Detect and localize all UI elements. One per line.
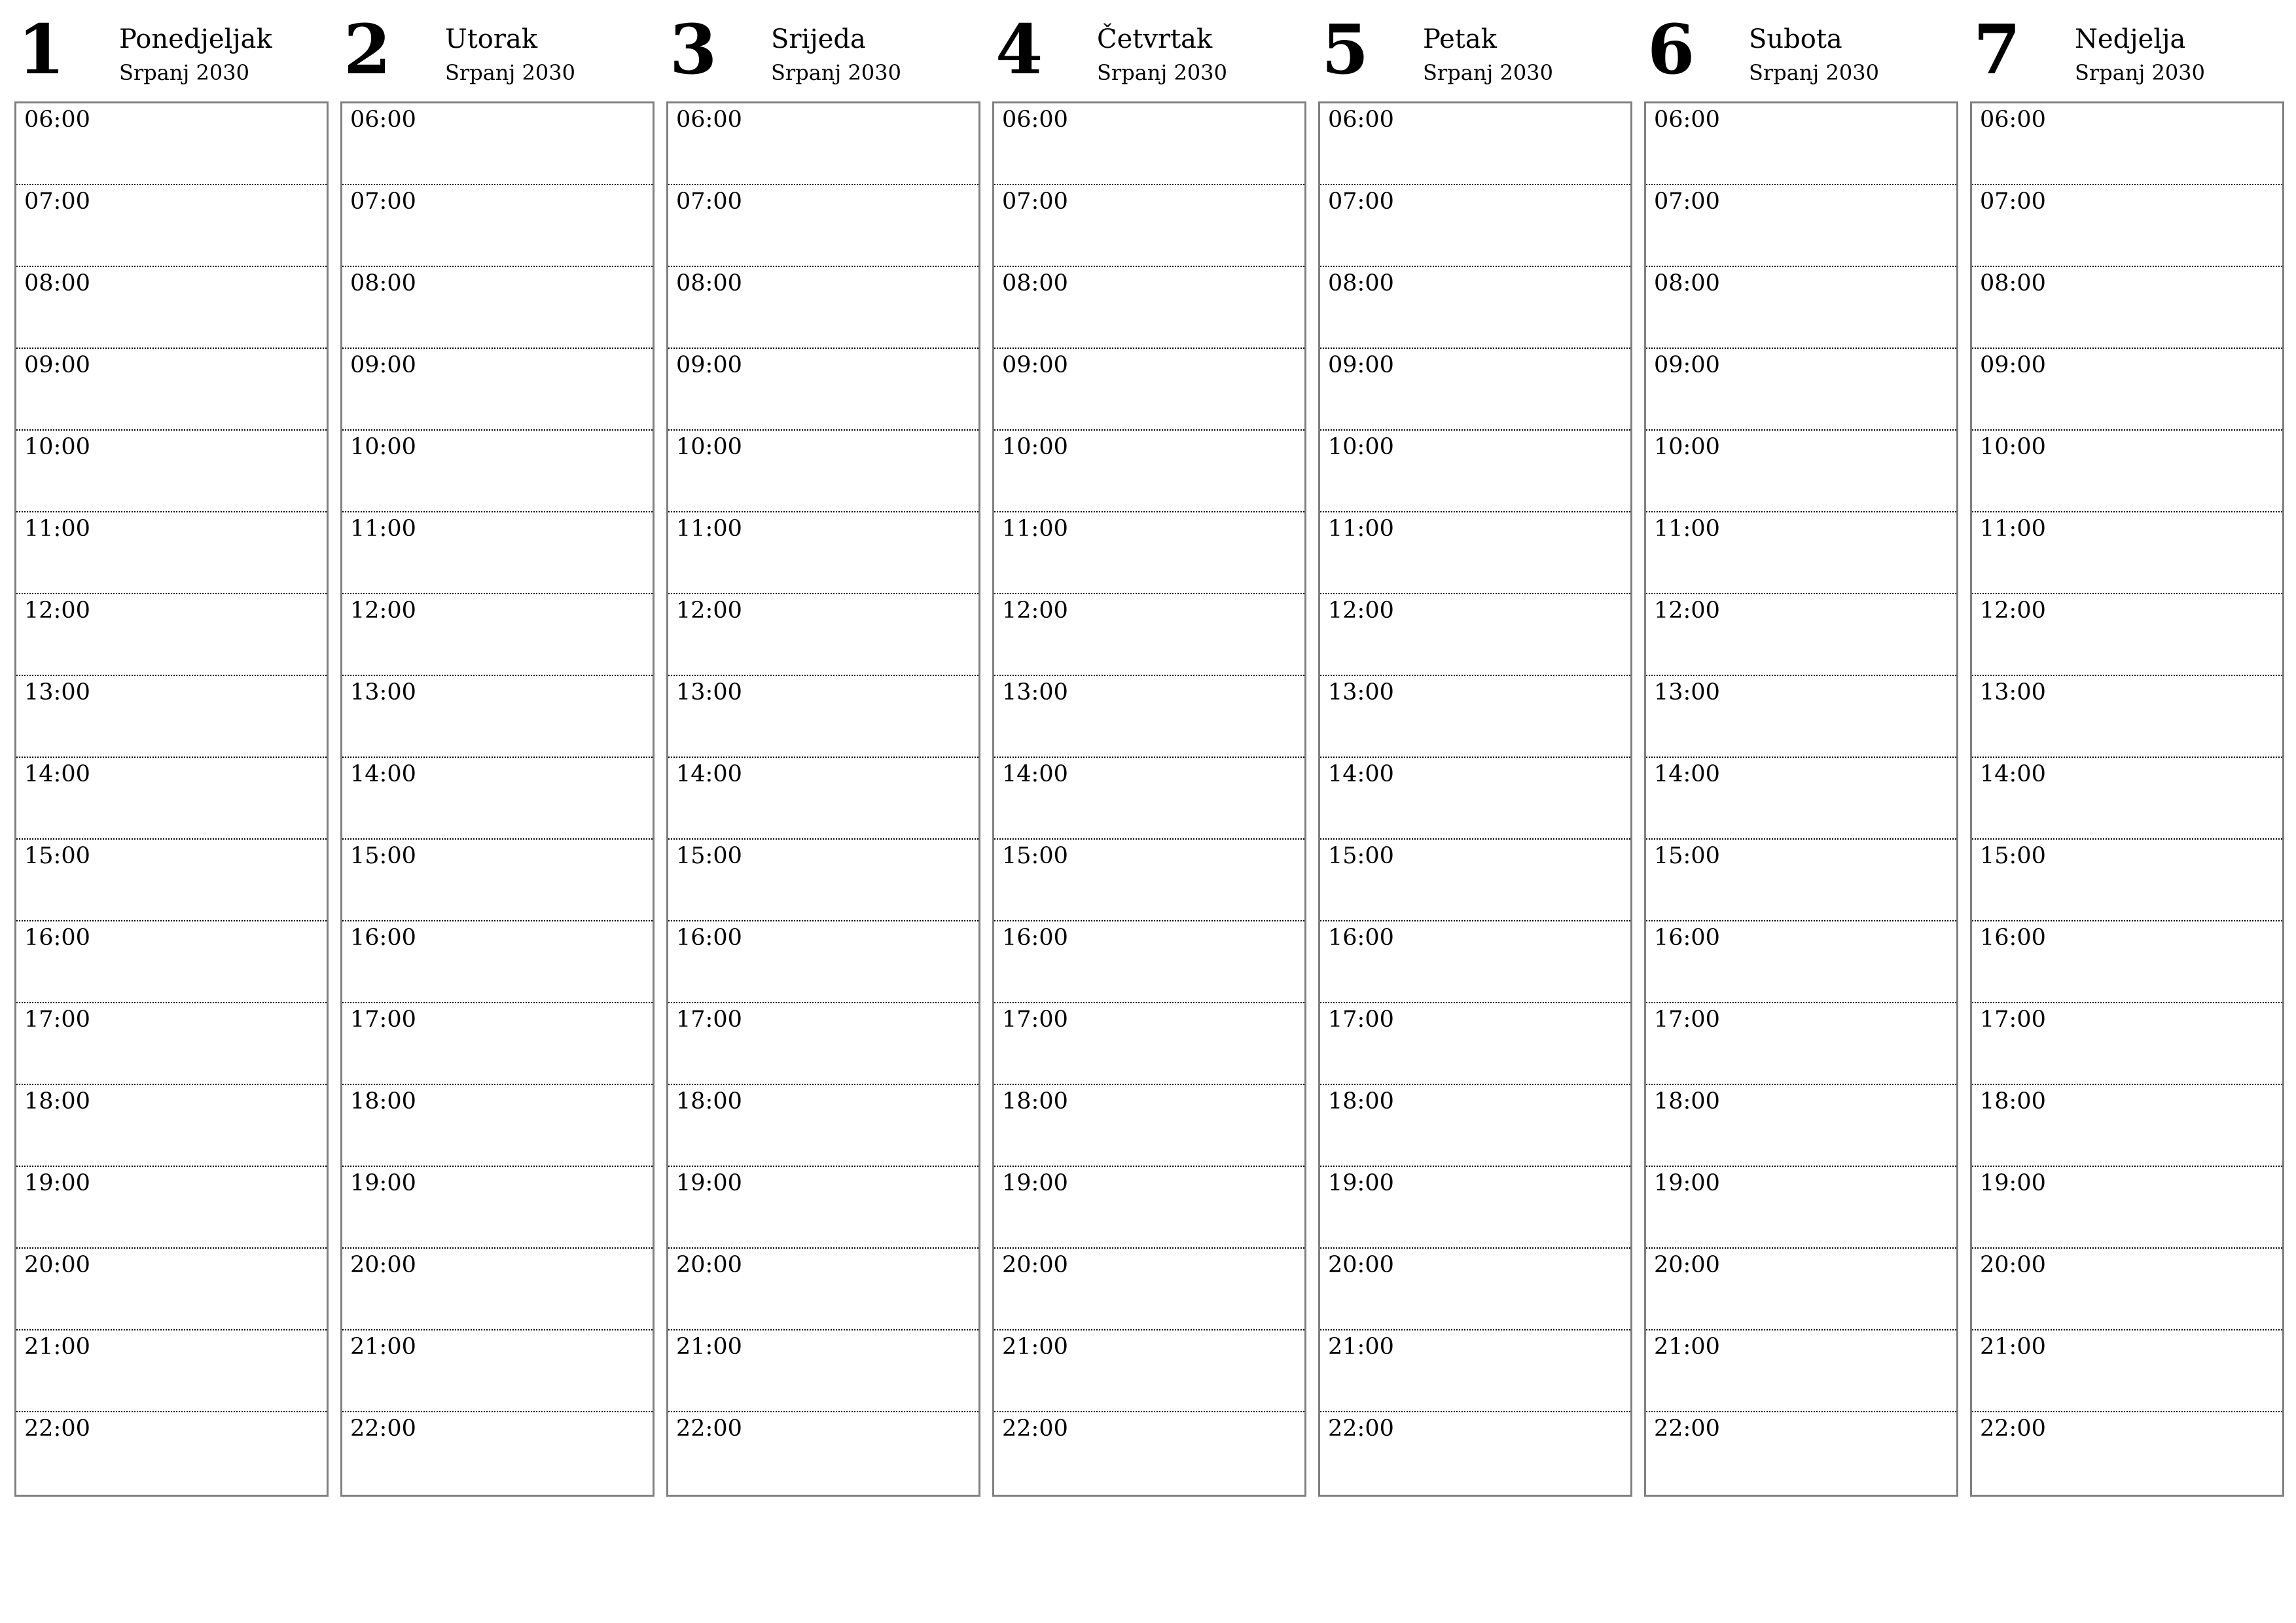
time-label: 13:00	[676, 679, 742, 705]
day-column	[1970, 0, 2283, 1442]
time-slot[interactable]	[668, 1412, 978, 1494]
day-name: Ponedjeljak	[119, 24, 272, 54]
time-label: 20:00	[1002, 1252, 1068, 1278]
day-month-label: Srpanj 2030	[445, 60, 575, 85]
time-slot[interactable]	[342, 512, 653, 594]
time-label: 08:00	[1328, 270, 1394, 296]
time-slot[interactable]	[994, 267, 1304, 349]
time-label: 17:00	[1002, 1007, 1068, 1033]
day-schedule-box	[14, 101, 329, 1497]
day-header	[1970, 0, 2283, 99]
time-slot[interactable]	[16, 594, 327, 676]
time-label: 18:00	[1328, 1088, 1394, 1115]
time-label: 15:00	[1002, 843, 1068, 869]
time-label: 13:00	[1002, 679, 1068, 705]
time-slot[interactable]	[994, 185, 1304, 267]
time-label: 19:00	[1980, 1170, 2046, 1196]
time-label: 06:00	[676, 107, 742, 133]
time-label: 11:00	[1002, 516, 1068, 542]
time-label: 15:00	[676, 843, 742, 869]
time-label: 08:00	[350, 270, 416, 296]
day-column	[14, 0, 327, 1442]
time-slot[interactable]	[994, 1249, 1304, 1330]
time-label: 11:00	[1654, 516, 1720, 542]
time-slot[interactable]	[342, 185, 653, 267]
time-label: 16:00	[676, 925, 742, 951]
time-label: 17:00	[1328, 1007, 1394, 1033]
time-slot[interactable]	[1972, 349, 2282, 431]
time-slot[interactable]	[1646, 1085, 1956, 1167]
time-slot[interactable]	[994, 840, 1304, 921]
time-label: 06:00	[24, 107, 90, 133]
time-slot[interactable]	[1646, 1412, 1956, 1494]
time-label: 14:00	[1328, 761, 1394, 787]
time-label: 21:00	[1654, 1334, 1720, 1360]
time-slot[interactable]	[342, 676, 653, 758]
time-label: 18:00	[676, 1088, 742, 1115]
time-label: 18:00	[350, 1088, 416, 1115]
day-column	[1318, 0, 1631, 1442]
time-label: 22:00	[1002, 1416, 1068, 1442]
time-slot[interactable]	[1972, 1249, 2282, 1330]
time-slot[interactable]	[1320, 676, 1630, 758]
time-label: 07:00	[1002, 188, 1068, 215]
time-label: 21:00	[1980, 1334, 2046, 1360]
time-label: 15:00	[350, 843, 416, 869]
time-slot[interactable]	[1320, 840, 1630, 921]
day-name: Četvrtak	[1097, 24, 1213, 54]
time-label: 15:00	[1328, 843, 1394, 869]
time-slot[interactable]	[1972, 1003, 2282, 1085]
time-slot[interactable]	[1972, 921, 2282, 1003]
time-label: 09:00	[350, 352, 416, 378]
time-slot[interactable]	[1972, 676, 2282, 758]
time-slot[interactable]	[994, 676, 1304, 758]
time-slot[interactable]	[994, 1085, 1304, 1167]
time-label: 20:00	[350, 1252, 416, 1278]
time-slot[interactable]	[16, 185, 327, 267]
time-slot[interactable]	[16, 267, 327, 349]
time-slot[interactable]	[342, 594, 653, 676]
time-label: 09:00	[1980, 352, 2046, 378]
time-label: 10:00	[350, 434, 416, 460]
time-label: 19:00	[1654, 1170, 1720, 1196]
time-slot[interactable]	[668, 1249, 978, 1330]
time-label: 13:00	[1980, 679, 2046, 705]
day-number: 7	[1973, 9, 2021, 90]
time-label: 09:00	[1002, 352, 1068, 378]
time-slot[interactable]	[668, 1003, 978, 1085]
day-column	[1644, 0, 1957, 1442]
time-slot[interactable]	[1320, 1167, 1630, 1249]
day-name: Petak	[1423, 24, 1497, 54]
day-number: 4	[996, 9, 1043, 90]
time-slot[interactable]	[1972, 1412, 2282, 1494]
time-label: 11:00	[1980, 516, 2046, 542]
time-slot[interactable]	[1972, 431, 2282, 512]
time-label: 12:00	[676, 597, 742, 624]
time-slot[interactable]	[668, 1085, 978, 1167]
day-number: 3	[670, 9, 717, 90]
time-label: 20:00	[1980, 1252, 2046, 1278]
time-slot[interactable]	[1646, 840, 1956, 921]
day-month-label: Srpanj 2030	[119, 60, 249, 85]
time-slot[interactable]	[1320, 1412, 1630, 1494]
day-header	[666, 0, 979, 99]
time-label: 18:00	[1002, 1088, 1068, 1115]
time-slot[interactable]	[1972, 185, 2282, 267]
day-header	[14, 0, 327, 99]
time-label: 10:00	[1980, 434, 2046, 460]
time-slot[interactable]	[1320, 431, 1630, 512]
time-slot[interactable]	[668, 349, 978, 431]
time-label: 10:00	[1328, 434, 1394, 460]
time-label: 15:00	[1654, 843, 1720, 869]
day-schedule-box	[1318, 101, 1632, 1497]
time-label: 16:00	[1980, 925, 2046, 951]
time-label: 07:00	[24, 188, 90, 215]
time-label: 22:00	[1654, 1416, 1720, 1442]
time-label: 08:00	[1654, 270, 1720, 296]
time-label: 19:00	[1002, 1170, 1068, 1196]
time-label: 13:00	[350, 679, 416, 705]
time-slot[interactable]	[1646, 1167, 1956, 1249]
time-slot[interactable]	[342, 103, 653, 185]
day-name: Subota	[1749, 24, 1842, 54]
time-slot[interactable]	[1646, 1249, 1956, 1330]
day-header	[992, 0, 1305, 99]
time-slot[interactable]	[668, 921, 978, 1003]
day-number: 6	[1647, 9, 1695, 90]
day-month-label: Srpanj 2030	[1097, 60, 1227, 85]
time-slot[interactable]	[1646, 431, 1956, 512]
time-slot[interactable]	[16, 758, 327, 840]
time-label: 16:00	[1328, 925, 1394, 951]
day-number: 1	[18, 9, 65, 90]
time-slot[interactable]	[16, 431, 327, 512]
time-slot[interactable]	[994, 1167, 1304, 1249]
time-label: 14:00	[676, 761, 742, 787]
day-name: Nedjelja	[2075, 24, 2186, 54]
time-slot[interactable]	[1972, 594, 2282, 676]
time-slot[interactable]	[1320, 758, 1630, 840]
time-slot[interactable]	[16, 349, 327, 431]
time-slot[interactable]	[342, 921, 653, 1003]
day-number: 5	[1321, 9, 1369, 90]
time-label: 14:00	[1654, 761, 1720, 787]
time-label: 09:00	[676, 352, 742, 378]
day-number: 2	[344, 9, 391, 90]
time-slot[interactable]	[1972, 840, 2282, 921]
time-label: 19:00	[24, 1170, 90, 1196]
time-label: 07:00	[1328, 188, 1394, 215]
time-slot[interactable]	[16, 1085, 327, 1167]
time-slot[interactable]	[1646, 349, 1956, 431]
time-slot[interactable]	[1320, 1003, 1630, 1085]
time-slot[interactable]	[1320, 1085, 1630, 1167]
time-label: 21:00	[24, 1334, 90, 1360]
time-label: 21:00	[1002, 1334, 1068, 1360]
day-schedule-box	[992, 101, 1306, 1497]
time-label: 06:00	[1654, 107, 1720, 133]
time-label: 20:00	[1328, 1252, 1394, 1278]
time-label: 11:00	[24, 516, 90, 542]
time-slot[interactable]	[1646, 512, 1956, 594]
time-slot[interactable]	[668, 758, 978, 840]
time-slot[interactable]	[668, 676, 978, 758]
time-slot[interactable]	[994, 1412, 1304, 1494]
time-slot[interactable]	[342, 267, 653, 349]
time-label: 12:00	[350, 597, 416, 624]
time-label: 17:00	[24, 1007, 90, 1033]
time-label: 11:00	[676, 516, 742, 542]
time-slot[interactable]	[1320, 267, 1630, 349]
time-slot[interactable]	[994, 103, 1304, 185]
time-slot[interactable]	[16, 1003, 327, 1085]
time-label: 17:00	[350, 1007, 416, 1033]
day-header	[1318, 0, 1631, 99]
time-label: 11:00	[1328, 516, 1394, 542]
time-slot[interactable]	[994, 431, 1304, 512]
time-label: 18:00	[1980, 1088, 2046, 1115]
time-label: 19:00	[350, 1170, 416, 1196]
time-label: 07:00	[1654, 188, 1720, 215]
time-label: 15:00	[24, 843, 90, 869]
time-label: 17:00	[1980, 1007, 2046, 1033]
time-slot[interactable]	[342, 1167, 653, 1249]
day-schedule-box	[1644, 101, 1958, 1497]
time-slot[interactable]	[994, 512, 1304, 594]
time-slot[interactable]	[668, 840, 978, 921]
time-label: 18:00	[1654, 1088, 1720, 1115]
time-label: 20:00	[1654, 1252, 1720, 1278]
time-label: 10:00	[1002, 434, 1068, 460]
time-label: 07:00	[676, 188, 742, 215]
time-label: 22:00	[350, 1416, 416, 1442]
time-label: 22:00	[1980, 1416, 2046, 1442]
time-slot[interactable]	[994, 1330, 1304, 1412]
day-header	[340, 0, 653, 99]
time-label: 20:00	[676, 1252, 742, 1278]
time-slot[interactable]	[668, 1167, 978, 1249]
day-schedule-box	[340, 101, 655, 1497]
time-slot[interactable]	[1972, 512, 2282, 594]
time-label: 08:00	[24, 270, 90, 296]
time-slot[interactable]	[1320, 921, 1630, 1003]
day-column	[666, 0, 979, 1442]
time-slot[interactable]	[1972, 267, 2282, 349]
time-slot[interactable]	[1320, 103, 1630, 185]
time-slot[interactable]	[1320, 1249, 1630, 1330]
time-label: 13:00	[24, 679, 90, 705]
time-label: 08:00	[1980, 270, 2046, 296]
time-slot[interactable]	[1972, 1085, 2282, 1167]
time-slot[interactable]	[1646, 758, 1956, 840]
time-slot[interactable]	[1646, 267, 1956, 349]
time-label: 06:00	[1002, 107, 1068, 133]
time-label: 14:00	[24, 761, 90, 787]
time-slot[interactable]	[1646, 594, 1956, 676]
time-label: 16:00	[350, 925, 416, 951]
time-label: 22:00	[24, 1416, 90, 1442]
time-slot[interactable]	[16, 1167, 327, 1249]
time-slot[interactable]	[994, 349, 1304, 431]
time-slot[interactable]	[342, 840, 653, 921]
day-header	[1644, 0, 1957, 99]
time-label: 10:00	[676, 434, 742, 460]
time-label: 21:00	[350, 1334, 416, 1360]
time-label: 17:00	[1654, 1007, 1720, 1033]
time-label: 09:00	[1654, 352, 1720, 378]
time-slot[interactable]	[342, 349, 653, 431]
time-label: 14:00	[1002, 761, 1068, 787]
day-month-label: Srpanj 2030	[771, 60, 901, 85]
time-slot[interactable]	[668, 103, 978, 185]
time-slot[interactable]	[668, 594, 978, 676]
day-month-label: Srpanj 2030	[1423, 60, 1553, 85]
time-slot[interactable]	[342, 758, 653, 840]
time-label: 10:00	[1654, 434, 1720, 460]
day-column	[340, 0, 653, 1442]
time-slot[interactable]	[1320, 594, 1630, 676]
time-label: 11:00	[350, 516, 416, 542]
time-label: 22:00	[1328, 1416, 1394, 1442]
time-slot[interactable]	[1972, 758, 2282, 840]
time-label: 13:00	[1654, 679, 1720, 705]
time-label: 06:00	[1328, 107, 1394, 133]
time-slot[interactable]	[342, 1412, 653, 1494]
time-slot[interactable]	[342, 431, 653, 512]
time-label: 14:00	[350, 761, 416, 787]
time-label: 07:00	[350, 188, 416, 215]
day-name: Utorak	[445, 24, 538, 54]
time-slot[interactable]	[16, 840, 327, 921]
time-label: 12:00	[1980, 597, 2046, 624]
day-schedule-box	[666, 101, 980, 1497]
time-slot[interactable]	[342, 1249, 653, 1330]
time-slot[interactable]	[1972, 1167, 2282, 1249]
time-label: 15:00	[1980, 843, 2046, 869]
time-slot[interactable]	[994, 758, 1304, 840]
day-column	[992, 0, 1305, 1442]
time-label: 22:00	[676, 1416, 742, 1442]
time-label: 16:00	[24, 925, 90, 951]
time-label: 12:00	[24, 597, 90, 624]
time-label: 08:00	[1002, 270, 1068, 296]
time-slot[interactable]	[994, 921, 1304, 1003]
time-label: 16:00	[1654, 925, 1720, 951]
time-slot[interactable]	[1320, 185, 1630, 267]
time-label: 19:00	[1328, 1170, 1394, 1196]
time-slot[interactable]	[668, 512, 978, 594]
day-name: Srijeda	[771, 24, 866, 54]
day-month-label: Srpanj 2030	[1749, 60, 1879, 85]
time-label: 10:00	[24, 434, 90, 460]
time-slot[interactable]	[16, 103, 327, 185]
time-slot[interactable]	[1972, 103, 2282, 185]
time-slot[interactable]	[1320, 512, 1630, 594]
time-slot[interactable]	[994, 594, 1304, 676]
time-slot[interactable]	[1646, 103, 1956, 185]
time-slot[interactable]	[1646, 676, 1956, 758]
time-slot[interactable]	[342, 1330, 653, 1412]
time-label: 09:00	[24, 352, 90, 378]
time-label: 08:00	[676, 270, 742, 296]
time-label: 06:00	[1980, 107, 2046, 133]
time-label: 12:00	[1654, 597, 1720, 624]
weekly-planner	[14, 0, 2282, 1505]
time-label: 21:00	[1328, 1334, 1394, 1360]
day-schedule-box	[1970, 101, 2284, 1497]
time-label: 21:00	[676, 1334, 742, 1360]
time-slot[interactable]	[1320, 1330, 1630, 1412]
time-label: 20:00	[24, 1252, 90, 1278]
time-slot[interactable]	[668, 1330, 978, 1412]
time-label: 14:00	[1980, 761, 2046, 787]
time-label: 13:00	[1328, 679, 1394, 705]
time-slot[interactable]	[1646, 1003, 1956, 1085]
time-slot[interactable]	[16, 676, 327, 758]
time-label: 17:00	[676, 1007, 742, 1033]
time-slot[interactable]	[1646, 185, 1956, 267]
time-label: 12:00	[1328, 597, 1394, 624]
time-slot[interactable]	[16, 1330, 327, 1412]
time-slot[interactable]	[16, 1412, 327, 1494]
time-label: 18:00	[24, 1088, 90, 1115]
time-slot[interactable]	[668, 267, 978, 349]
time-slot[interactable]	[994, 1003, 1304, 1085]
time-slot[interactable]	[16, 921, 327, 1003]
time-slot[interactable]	[1646, 1330, 1956, 1412]
time-label: 16:00	[1002, 925, 1068, 951]
time-slot[interactable]	[16, 512, 327, 594]
time-label: 19:00	[676, 1170, 742, 1196]
time-slot[interactable]	[342, 1085, 653, 1167]
time-label: 09:00	[1328, 352, 1394, 378]
time-slot[interactable]	[1972, 1330, 2282, 1412]
time-slot[interactable]	[1646, 921, 1956, 1003]
time-label: 06:00	[350, 107, 416, 133]
time-slot[interactable]	[1320, 349, 1630, 431]
time-slot[interactable]	[342, 1003, 653, 1085]
time-slot[interactable]	[668, 431, 978, 512]
day-month-label: Srpanj 2030	[2075, 60, 2205, 85]
time-slot[interactable]	[16, 1249, 327, 1330]
time-slot[interactable]	[668, 185, 978, 267]
time-label: 12:00	[1002, 597, 1068, 624]
time-label: 07:00	[1980, 188, 2046, 215]
